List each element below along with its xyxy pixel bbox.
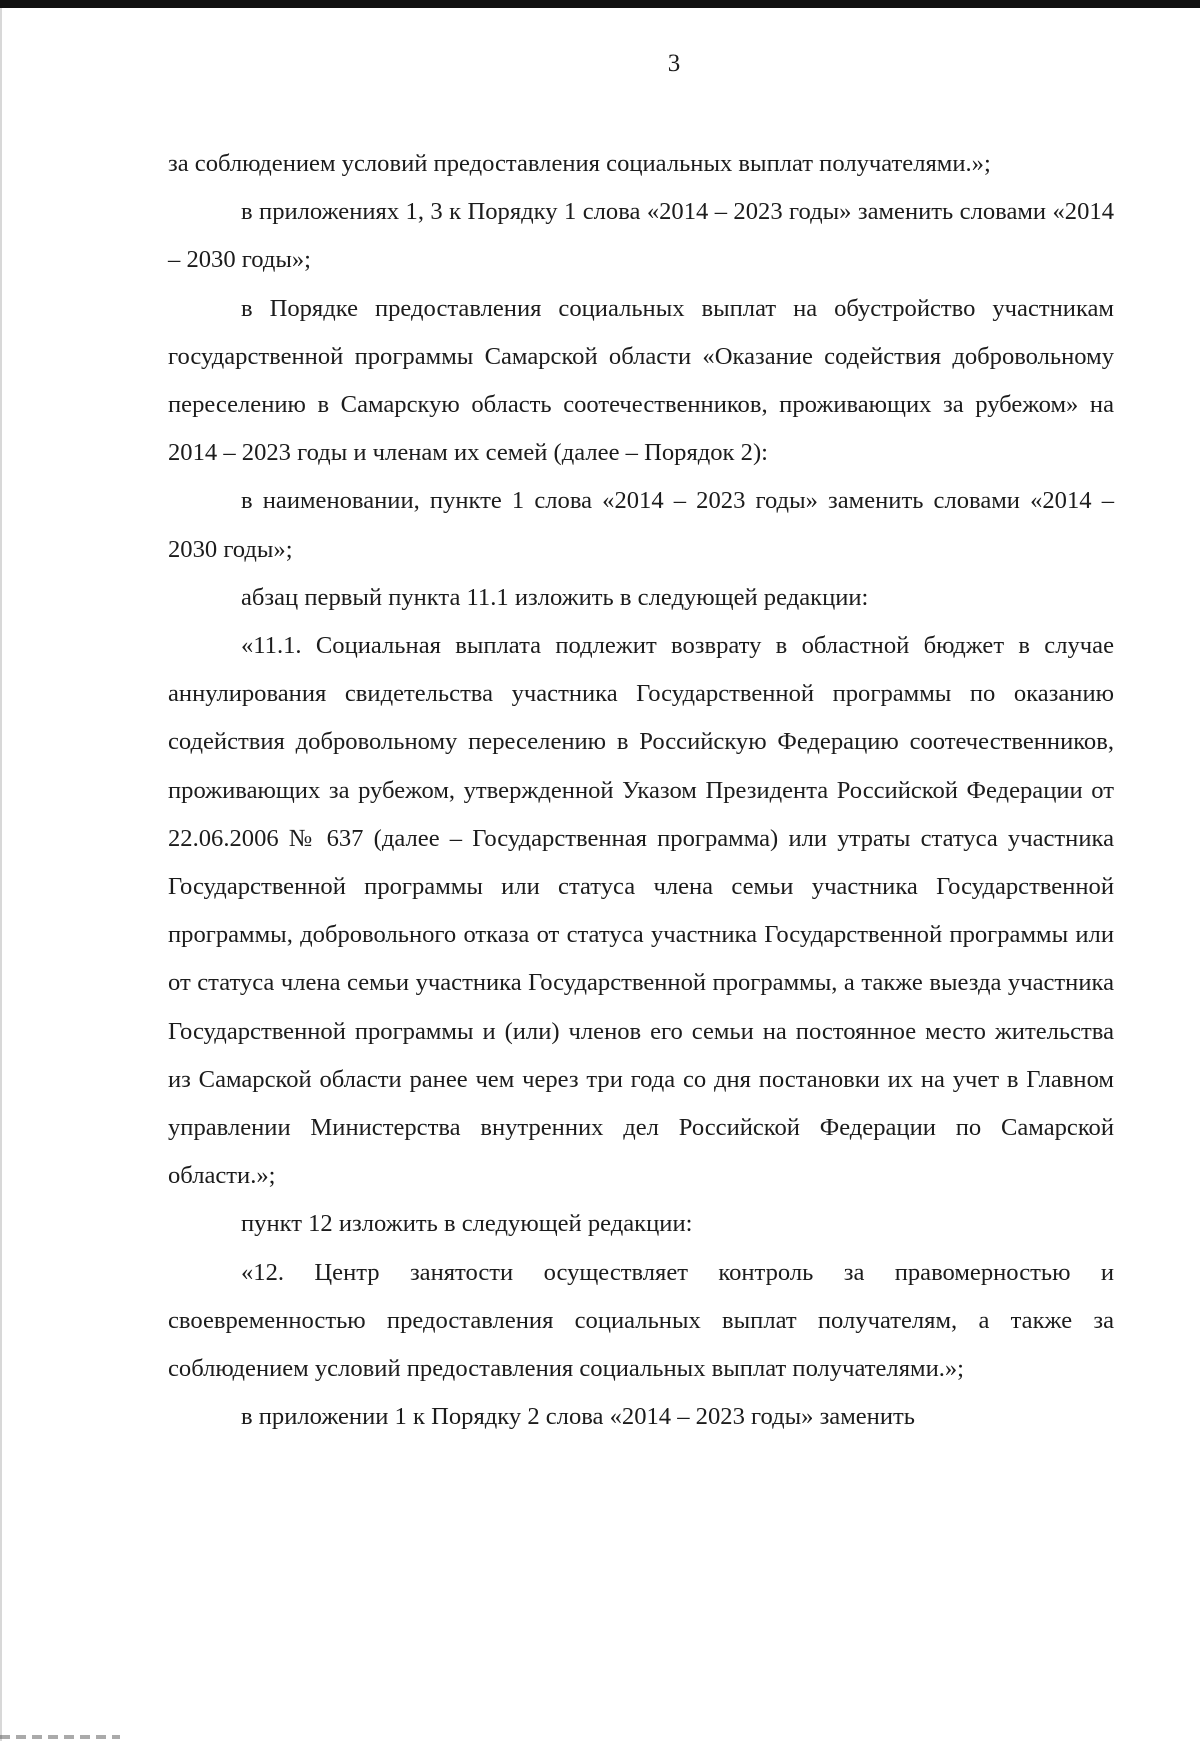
scan-bottom-mark (0, 1735, 120, 1739)
paragraph-appendix-order-1: в приложениях 1, 3 к Порядку 1 слова «2014 – 2023 годы» заменить словами «2014 – 2030 годы»; (168, 198, 1114, 274)
paragraph-clause-12-intro: пункт 12 изложить в следующей редакции: (241, 1210, 693, 1238)
paragraph-clause-11-1-intro: абзац первый пункта 11.1 изложить в следующей редакции: (241, 583, 869, 611)
document-body (168, 140, 1114, 1441)
paragraph-order-2-intro: в Порядке предоставления социальных выплат на обустройство участникам государственной программы Самарской области «Оказание содействия добровольному переселению в Самарскую область соотечественников, проживающих за рубежом» на 2014 – 2023 годы и членам их семей (далее – Порядок 2): (168, 294, 1114, 467)
scan-top-border (0, 0, 1200, 8)
paragraph-continuation: за соблюдением условий предоставления социальных выплат получателями.»; (168, 150, 991, 177)
paragraph-title-amendment: в наименовании, пункте 1 слова «2014 – 2023 годы» заменить словами «2014 – 2030 годы»; (168, 487, 1114, 563)
paragraph-clause-11-1-text: «11.1. Социальная выплата подлежит возврату в областной бюджет в случае аннулирования свидетельства участника Государственной программы по оказанию содействия добровольному переселению в Российскую Федерацию соотечественников, проживающих за рубежом, утвержденной Указом Президента Российской Федерации от 22.06.2006 № 637 (далее – Государственная программа) или утраты статуса участника Государственной программы или статуса члена семьи участника Государственной программы, добровольного отказа от статуса участника Государственной программы или от статуса члена семьи участника Государственной программы, а также выезда участника Государственной программы и (или) членов его семьи на постоянное место жительства из Самарской области ранее чем через три года со дня постановки их на учет в Главном управлении Министерства внутренних дел Российской Федерации по Самарской области.»; (168, 632, 1114, 1190)
paragraph-appendix-order-2: в приложении 1 к Порядку 2 слова «2014 – 2023 годы» заменить (241, 1403, 915, 1431)
paragraph-clause-12-text: «12. Центр занятости осуществляет контроль за правомерностью и своевременностью предоставления социальных выплат получателям, а также за соблюдением условий предоставления социальных выплат получателями.»; (168, 1258, 1114, 1383)
page-number: 3 (667, 50, 681, 77)
scan-left-edge (0, 8, 2, 1741)
